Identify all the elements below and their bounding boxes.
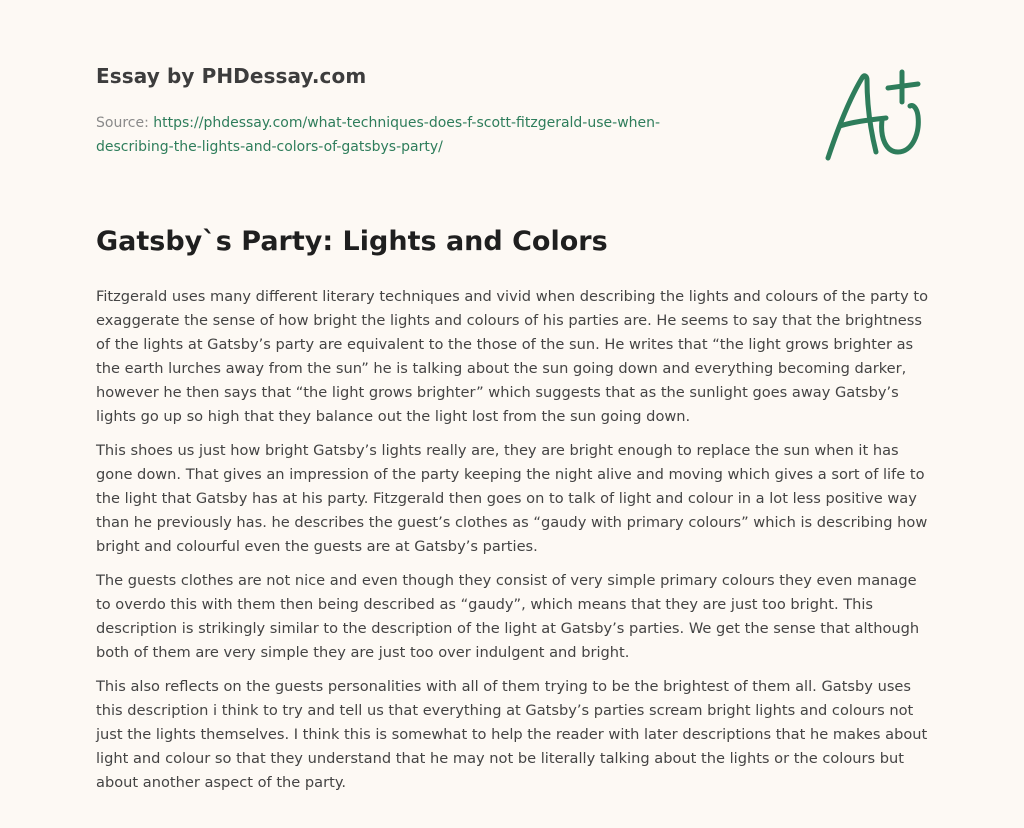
- source-line: [96, 111, 736, 159]
- source-link-line-2: describing-the-lights-and-colors-of-gatsbys-party/: [96, 139, 443, 155]
- essay-paragraph: This also reflects on the guests personalities with all of them trying to be the brightest of them all. Gatsby uses this description i think to try and tell us that everything at Gatsby’s parties scream bright lights and colours not just the lights themselves. I think this is somewhat to help the reader with later descriptions that he makes about light and colour so that they understand that he may not be literally talking about the lights or the colours but about another aspect of the party.: [96, 678, 928, 791]
- essay-body: [96, 285, 928, 805]
- essay-paragraph: This shoes us just how bright Gatsby’s lights really are, they are bright enough to replace the sun when it has gone down. That gives an impression of the party keeping the night alive and moving which gives a sort of life to the light that Gatsby has at his party. Fitzgerald then goes on to talk of light and colour in a lot less positive way than he previously has. he describes the guest’s clothes as “gaudy with primary colours” which is describing how bright and colourful even the guests are at Gatsby’s parties.: [96, 442, 928, 555]
- essay-paragraph: Fitzgerald uses many different literary techniques and vivid when describing the lights and colours of the party to exaggerate the sense of how bright the lights and colours of his parties are. He seems to say that the brightness of the lights at Gatsby’s party are equivalent to the those of the sun. He writes that “the light grows brighter as the earth lurches away from the sun” he is talking about the sun going down and everything becoming darker, however he then says that “the light grows brighter” which suggests that as the sunlight goes away Gatsby’s lights go up so high that they balance out the light lost from the sun going down.: [96, 288, 928, 425]
- essay-title: Gatsby`s Party: Lights and Colors: [96, 226, 608, 257]
- source-link-line-1: https://phdessay.com/what-techniques-does-f-scott-fitzgerald-use-when-: [153, 115, 661, 131]
- source-link[interactable]: [96, 115, 660, 155]
- site-title: Essay by PHDessay.com: [96, 64, 367, 88]
- essay-paragraph: The guests clothes are not nice and even though they consist of very simple primary colours they even manage to overdo this with them then being described as “gaudy”, which means that they are just too bright. This description is strikingly similar to the description of the light at Gatsby’s parties. We get the sense that although both of them are very simple they are just too over indulgent and bright.: [96, 572, 920, 661]
- source-label: Source:: [96, 115, 149, 131]
- a-plus-grade-icon: [820, 68, 930, 164]
